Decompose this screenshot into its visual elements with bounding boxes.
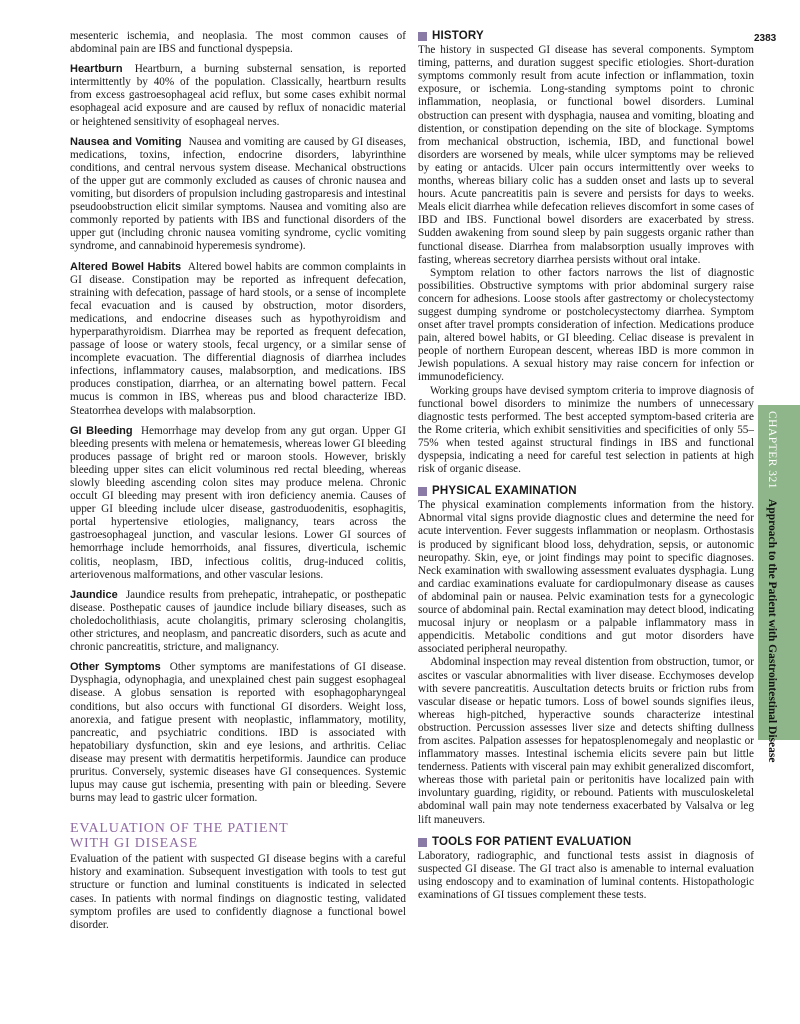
nausea-body: Nausea and vomiting are caused by GI diseases, medications, toxins, infection, endocrine disorders, labyrinthine conditions, and central nervous system disease. Mechanical obstructions of the upper gut are commonly excluded as causes of chronic nausea and vomiting, but disorders of propulsion including gastroparesis and intestinal pseudoobstruction elicit similar symptoms. Nausea and vomiting also are commonly reported by patients with IBS and functional disorders of the upper gut (including chronic nausea vomiting syndrome, cyclic vomiting syndrome, and cannabinoid hyperemesis syndrome). (70, 135, 406, 253)
physical-exam-heading-text: PHYSICAL EXAMINATION (432, 485, 577, 498)
heartburn-paragraph (70, 63, 406, 128)
left-column (70, 30, 406, 939)
jaundice-body: Jaundice results from prehepatic, intrahepatic, or posthepatic disease. Posthepatic causes of jaundice include biliary diseases, such as choledocholithiasis, acute cholangitis, primary sclerosing cholangitis, other strictures, and neoplasm, and pancreatic disorders, such as acute and chronic pancreatitis, stricture, and malignancy. (70, 588, 406, 654)
physical-exam-heading (418, 485, 754, 498)
chapter-number: CHAPTER 321 (766, 411, 778, 490)
jaundice-paragraph (70, 589, 406, 654)
heartburn-heading: Heartburn (70, 63, 123, 76)
tools-heading (418, 836, 754, 849)
tools-paragraph: Laboratory, radiographic, and functional tests assist in diagnosis of suspected GI disease. The GI tract also is amenable to internal evaluation using endoscopy and to examination of luminal contents. Histopathologic examinations of GI tissues complement these tests. (418, 849, 754, 901)
history-paragraph-3: Working groups have devised symptom criteria to improve diagnosis of functional bowel disorders to minimize the numbers of unnecessary diagnostic tests performed. The best accepted symptom-based criteria are the Rome criteria, which exhibit sensitivities and specificities of only 55–75% when tested against structural findings in IBS and functional dyspepsia, indicating a need for careful test selection in patients at high risk of organic disease. (418, 384, 754, 476)
heartburn-body: Heartburn, a burning substernal sensation, is reported intermittently by 40% of the population. Classically, heartburn results from excess gastroesophageal acid reflux, but some cases exhibit normal esophageal acid exposure and are caused by reflux of nonacidic material or heightened sensitivity of esophageal nerves. (70, 63, 406, 128)
evaluation-heading (70, 821, 406, 851)
bowel-heading: Altered Bowel Habits (70, 260, 182, 273)
evaluation-heading-line-1: EVALUATION OF THE PATIENT (70, 821, 289, 837)
other-symptoms-body: Other symptoms are manifestations of GI disease. Dysphagia, odynophagia, and unexplained chest pain suggest esophageal disease. A globus sensation is reported with esophagopharyngeal conditions, but also occurs with functional GI disorders. Weight loss, anorexia, and fatigue present with neoplastic, inflammatory, motility, pancreatic, and psychiatric conditions. IBD is associated with hepatobiliary dysfunction, skin and eye lesions, and arthritis. Celiac disease may present with dermatitis herpetiformis. Jaundice can produce pruritus. Conversely, systemic diseases have GI consequences. Systemic lupus may cause gut ischemia, presenting with pain or bleeding. Severe burns may lead to gastric ulcer formation. (70, 661, 406, 805)
physical-exam-paragraph-1: The physical examination complements information from the history. Abnormal vital signs provide diagnostic clues and determine the need for acute intervention. Fever suggests inflammation or neoplasm. Orthostasis is produced by significant blood loss, dehydration, sepsis, or autonomic neuropathy. Skin, eye, or joint findings may point to specific diagnoses. Neck examination with swallowing assessment evaluates dysphagia. Lung and cardiac examinations evaluate for cardiopulmonary disease as causes of abdominal pain or nausea. Pelvic examination tests for a gynecologic source of abdominal pain. Rectal examination may detect blood, indicating mucosal injury or neoplasm or a palpable inflammatory mass in appendicitis. Metabolic conditions and gut motor disorders have associated peripheral neuropathy. (418, 499, 754, 656)
bleeding-heading: GI Bleeding (70, 424, 133, 437)
chapter-title: Approach to the Patient with Gastrointestinal Disease (766, 499, 778, 763)
nausea-paragraph (70, 136, 406, 254)
bleeding-paragraph (70, 425, 406, 582)
evaluation-paragraph: Evaluation of the patient with suspected GI disease begins with a careful history and examination. Subsequent investigation with tools to test gut structure or function and luminal constituents is indicated in selected cases. In patients with normal findings on diagnostic testing, validated symptom profiles are used to confidently diagnose a functional bowel disorder. (70, 853, 406, 931)
other-symptoms-paragraph (70, 661, 406, 805)
right-column (418, 30, 754, 902)
page-number: 2383 (754, 33, 777, 44)
chapter-side-tab (758, 405, 800, 763)
bowel-body: Altered bowel habits are common complaints in GI disease. Constipation may be reported as infrequent defecation, straining with defecation, passage of hard stools, or a sense of incomplete fecal evacuation and is caused by obstruction, motor disorders, medications, and endocrine diseases such as hypothyroidism and hyperparathyroidism. Diarrhea may be reported as frequent defecation, passage of loose or watery stools, fecal urgency, or a similar sense of incomplete evacuation. The differential diagnosis of diarrhea includes infections, inflammatory causes, malabsorption, and medications. IBS produces constipation, diarrhea, or an alternating bowel pattern. Fecal mucus is common in IBS, whereas pus and blood characterize IBD. Steatorrhea develops with malabsorption. (70, 260, 406, 417)
evaluation-heading-line-2: WITH GI DISEASE (70, 836, 198, 852)
history-paragraph-2: Symptom relation to other factors narrows the list of diagnostic possibilities. Obstructive symptoms with prior abdominal surgery raise concern for adhesions. Loose stools after gastrectomy or cholecystectomy suggest dumping syndrome or postcholecystectomy diarrhea. Symptom onset after travel prompts consideration of infection. Medications produce pain, altered bowel habits, or GI bleeding. Celiac disease is prevalent in people of northern European descent, whereas IBD is more common in Jewish populations. A sexual history may raise concern for infection or immunodeficiency. (418, 266, 754, 384)
bowel-paragraph (70, 261, 406, 418)
section-square-icon (418, 838, 427, 847)
jaundice-heading: Jaundice (70, 588, 118, 601)
intro-paragraph: mesenteric ischemia, and neoplasia. The most common causes of abdominal pain are IBS and functional dyspepsia. (70, 30, 406, 56)
tools-heading-text: TOOLS FOR PATIENT EVALUATION (432, 835, 632, 848)
history-heading-text: HISTORY (432, 30, 484, 42)
history-heading (418, 30, 754, 43)
nausea-heading: Nausea and Vomiting (70, 135, 182, 148)
section-square-icon (418, 32, 427, 41)
section-square-icon (418, 487, 427, 496)
physical-exam-paragraph-2: Abdominal inspection may reveal distention from obstruction, tumor, or ascites or vascular abnormalities with liver disease. Ecchymoses develop with severe pancreatitis. Auscultation detects bruits or friction rubs from vascular disease or hepatic tumors. Loss of bowel sounds signifies ileus, whereas high-pitched, hyperactive sounds characterize intestinal obstruction. Percussion assesses liver size and detects shifting dullness from ascites. Palpation assesses for hepatosplenomegaly and neoplastic or inflammatory masses. Intestinal ischemia elicits severe pain but little tenderness. Patients with visceral pain may exhibit generalized discomfort, whereas those with parietal pain or peritonitis have localized pain with involuntary guarding, rigidity, or rebound. Patients with musculoskeletal abdominal wall pain may note tenderness exacerbated by Valsalva or leg lift maneuvers. (418, 656, 754, 826)
other-symptoms-heading: Other Symptoms (70, 661, 161, 674)
bleeding-body: Hemorrhage may develop from any gut organ. Upper GI bleeding presents with melena or hematemesis, whereas lower GI bleeding produces passage of bright red or maroon stools. However, briskly bleeding upper sites can elicit voluminous red rectal bleeding, whereas slowly bleeding ascending colon sites may produce melena. Chronic occult GI bleeding may present with iron deficiency anemia. Causes of upper GI bleeding include ulcer disease, gastroduodenitis, esophagitis, portal hypertensive etiologies, malignancy, tears across the gastroesophageal junction, and vascular lesions. Lower GI sources of hemorrhage include hemorrhoids, anal fissures, diverticula, ischemic colitis, neoplasm, IBD, infectious colitis, drug-induced colitis, arteriovenous malformations, and other vascular lesions. (70, 424, 407, 581)
history-paragraph-1: The history in suspected GI disease has several components. Symptom timing, patterns, and duration suggest specific etiologies. Short-duration symptoms commonly result from acute infection or inflammation, toxin exposure, or ischemia. Long-standing symptoms point to chronic inflammation, neoplasia, or functional bowel disorders. Luminal obstruction can present with dysphagia, nausea and vomiting, bloating and distention, or constipation depending on the site of blockage. Symptoms from mechanical obstruction, ischemia, IBD, and functional bowel disorders are worsened by meals, while ulcer symptoms may be relieved by eating or antacids. Ulcer pain occurs intermittently over weeks to months, whereas biliary colic has a sudden onset and lasts up to several hours. Acute pancreatitis pain is severe and persists for days to weeks. Meals elicit diarrhea while defecation relieves discomfort in some cases of IBD and IBS. Functional bowel disorders are exacerbated by stress. Sudden awakening from sound sleep by pain suggests organic rather than functional disease. Diarrhea from malabsorption usually improves with fasting, whereas secretory diarrhea persists without oral intake. (418, 44, 754, 266)
